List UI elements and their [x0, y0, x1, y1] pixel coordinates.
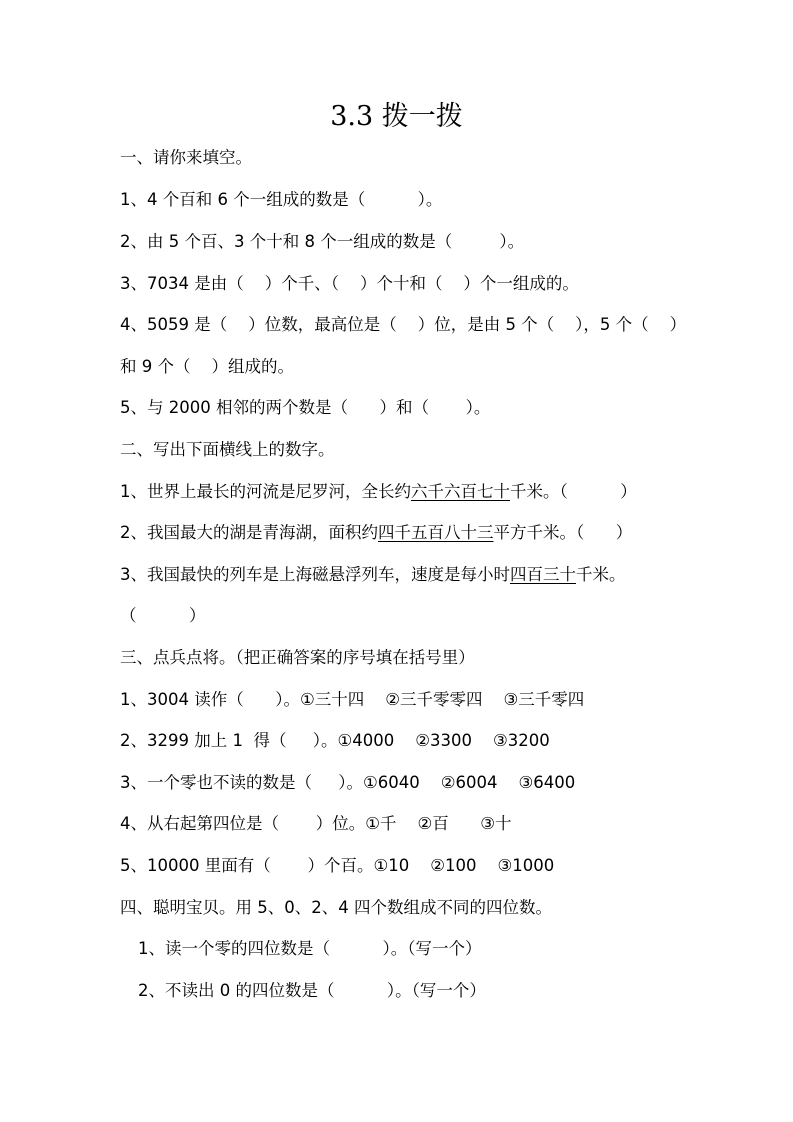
section1-question-2: 2、由 5 个百、3 个十和 8 个一组成的数是（ ）。 [120, 232, 525, 251]
section2-question-3 [120, 563, 626, 587]
section3-question-5: 5、10000 里面有（ ）个百。①10 ②100 ③1000 [120, 856, 555, 875]
page-title: 3.3 拨一拨 [330, 101, 463, 132]
q3-text-after: 千米。 [576, 565, 626, 584]
q2-text-before: 2、我国最大的湖是青海湖，面积约 [120, 523, 378, 542]
section2-question-2 [120, 521, 632, 545]
q3-underlined-number: 四百三十 [510, 565, 576, 584]
q3-text-before: 3、我国最快的列车是上海磁悬浮列车，速度是每小时 [120, 565, 510, 584]
section4-question-1: 1、读一个零的四位数是（ ）。（写一个） [138, 939, 482, 958]
q1-text-after: 千米。（ ） [510, 482, 637, 501]
section1-question-1: 1、4 个百和 6 个一组成的数是（ ）。 [120, 190, 443, 209]
section4-question-2: 2、不读出 0 的四位数是（ ）。（写一个） [138, 981, 486, 1000]
section3-question-4: 4、从右起第四位是（ ）位。①千 ②百 ③十 [120, 814, 512, 833]
q2-text-after: 平方千米。（ ） [493, 523, 633, 542]
section3-heading: 三、点兵点将。（把正确答案的序号填在括号里） [120, 648, 475, 667]
section3-question-3: 3、一个零也不读的数是（ ）。①6040 ②6004 ③6400 [120, 773, 576, 792]
section1-question-5: 5、与 2000 相邻的两个数是（ ）和（ ）。 [120, 398, 491, 417]
section2-question-3-answer: （ ） [120, 606, 206, 625]
section1-question-4-line2: 和 9 个（ ）组成的。 [120, 357, 294, 376]
section1-question-4-line1: 4、5059 是（ ）位数，最高位是（ ）位，是由 5 个（ ），5 个（ ） [120, 315, 687, 334]
section1-question-3: 3、7034 是由（ ）个千、（ ）个十和（ ）个一组成的。 [120, 274, 579, 293]
section1-heading: 一、请你来填空。 [120, 148, 252, 167]
section2-question-1 [120, 480, 637, 504]
section3-question-1: 1、3004 读作（ ）。①三十四 ②三千零零四 ③三千零四 [120, 690, 585, 709]
section3-question-2: 2、3299 加上 1 得（ ）。①4000 ②3300 ③3200 [120, 731, 550, 750]
section2-heading: 二、写出下面横线上的数字。 [120, 440, 335, 459]
q1-text-before: 1、世界上最长的河流是尼罗河，全长约 [120, 482, 411, 501]
q1-underlined-number: 六千六百七十 [411, 482, 510, 501]
section4-heading: 四、聪明宝贝。用 5、0、2、4 四个数组成不同的四位数。 [120, 898, 552, 917]
q2-underlined-number: 四千五百八十三 [378, 523, 494, 542]
